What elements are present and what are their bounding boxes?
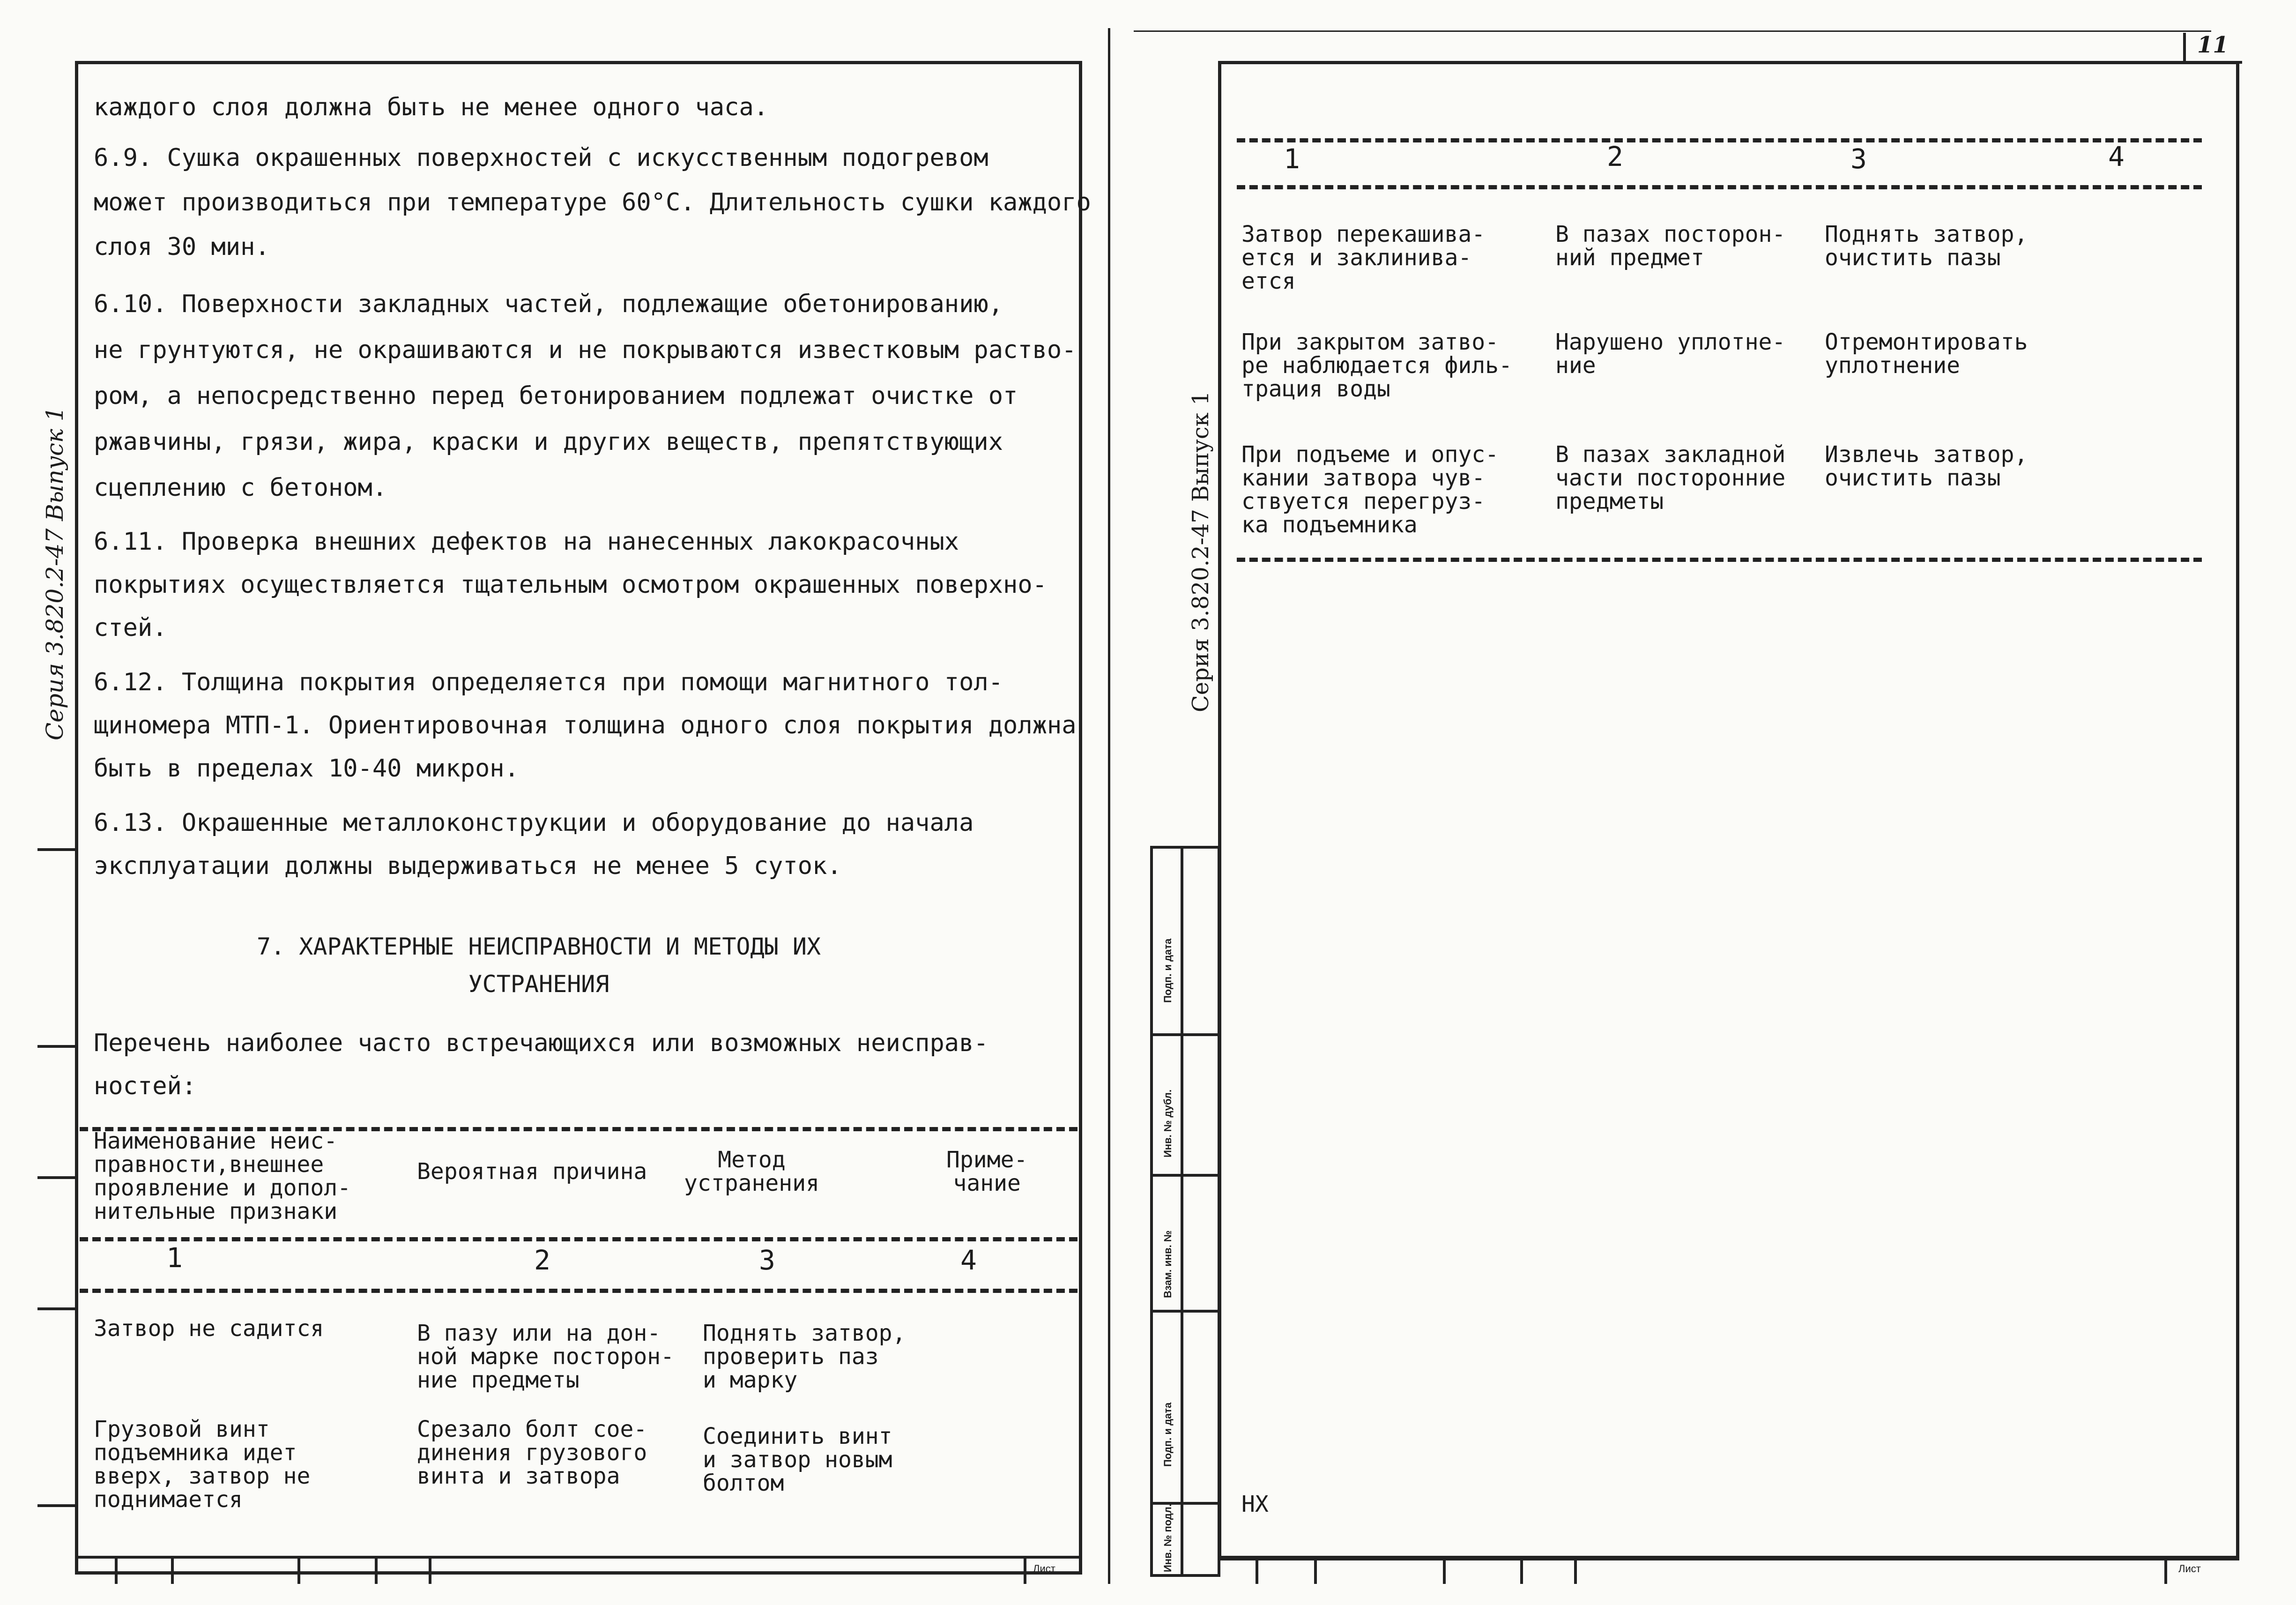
footer-divider — [1520, 1556, 1523, 1584]
paragraph-6-10 — [94, 281, 1077, 511]
text-line: ром, а непосредственно перед бетонированием подлежат очистке от — [94, 382, 1018, 410]
text-line: 6.11. Проверка внешних дефектов на нанесенных лакокрасочных — [94, 528, 959, 556]
table-cell: Затвор не садится — [94, 1315, 324, 1342]
table-cell: При подъеме и опус- кании затвора чув- ствуется перегруз- ка подъемника — [1241, 441, 1499, 538]
text-line: 6.9. Сушка окрашенных поверхностей с искусственным подогревом — [94, 144, 988, 172]
column-number: 3 — [1850, 143, 1867, 175]
text-line: стей. — [94, 614, 167, 642]
page-number: 11 — [2197, 32, 2229, 58]
left-margin-tick — [37, 848, 75, 851]
stamp-label: Подп. и дата — [1162, 1402, 1174, 1467]
left-margin-tick — [37, 1045, 75, 1048]
table-header-cell: Наименование неис- правности,внешнее проявление и допол- нительные признаки — [94, 1128, 351, 1224]
section-heading-line: 7. ХАРАКТЕРНЫЕ НЕИСПРАВНОСТИ И МЕТОДЫ ИХ — [256, 933, 821, 960]
stamp-divider — [1150, 1310, 1220, 1313]
paragraph-6-11 — [94, 520, 1073, 649]
table-cell: Соединить винт и затвор новым болтом — [703, 1423, 892, 1496]
text-line: каждого слоя должна быть не менее одного часа. — [94, 93, 769, 121]
table-cell: Срезало болт сое- динения грузового винта и затвора — [417, 1416, 647, 1489]
footer-divider — [1314, 1556, 1317, 1584]
text-line: Перечень наиболее часто встречающихся или возможных неисправ- — [94, 1029, 988, 1057]
footer-divider — [1443, 1556, 1446, 1584]
column-number: 1 — [166, 1242, 183, 1274]
stamp-divider — [1150, 1033, 1220, 1036]
left-margin-tick — [37, 1504, 75, 1507]
section-heading — [197, 928, 881, 1003]
footer-divider — [1574, 1556, 1577, 1584]
text-line: 6.13. Окрашенные металлоконструкции и оборудование до начала — [94, 809, 974, 837]
table-cell: Затвор перекашива- ется и заклинива- ется — [1241, 221, 1486, 294]
table-rule — [80, 1237, 1077, 1241]
stamp-divider — [1181, 846, 1183, 1577]
text-line: покрытиях осуществляется тщательным осмотром окрашенных поверхно- — [94, 571, 1047, 599]
paragraph-6-9 — [94, 136, 1091, 269]
footer-divider — [1024, 1556, 1026, 1584]
stamp-divider — [1150, 1174, 1220, 1177]
text-line: ностей: — [94, 1072, 197, 1100]
table-cell: В пазах закладной части посторонние предметы — [1555, 441, 1786, 515]
text-line: ржавчины, грязи, жира, краски и других веществ, препятствующих — [94, 428, 1003, 456]
table-header-cell: Приме- чание — [946, 1147, 1028, 1196]
text-line: слоя 30 мин. — [94, 233, 270, 261]
left-margin-tick — [37, 1176, 75, 1179]
paragraph-6-8-tail — [94, 84, 1073, 130]
column-number: 2 — [1607, 141, 1623, 172]
table-rule — [80, 1289, 1077, 1293]
table-cell: Поднять затвор, проверить паз и марку — [703, 1320, 906, 1393]
sheet-label: Лист — [1033, 1563, 1055, 1575]
text-line: быть в пределах 10-40 микрон. — [94, 754, 519, 783]
footer-divider — [115, 1556, 118, 1584]
section-heading-line: УСТРАНЕНИЯ — [468, 970, 609, 998]
footer-divider — [171, 1556, 174, 1584]
footer-divider — [429, 1556, 431, 1584]
stamp-label: Подп. и дата — [1162, 938, 1174, 1003]
paragraph-6-12 — [94, 661, 1077, 790]
table-cell: Поднять затвор, очистить пазы — [1825, 221, 2028, 271]
text-line: эксплуатации должны выдерживаться не менее 5 суток. — [94, 852, 842, 880]
stamp-label: Взам. инв. № — [1162, 1230, 1174, 1298]
column-number: 3 — [759, 1244, 775, 1276]
column-number: 1 — [1284, 143, 1300, 175]
table-cell: Нарушено уплотне- ние — [1555, 329, 1786, 379]
footer-note: НХ — [1241, 1491, 1269, 1517]
text-line: сцеплению с бетоном. — [94, 474, 387, 502]
footer-divider — [2164, 1556, 2167, 1584]
table-header-cell: Вероятная причина — [417, 1158, 647, 1185]
stamp-frame — [1150, 846, 1220, 1577]
footer-divider — [375, 1556, 378, 1584]
text-line: может производиться при температуре 60°С. Длительность сушки каждого — [94, 188, 1091, 216]
right-side-label: Серия 3.820.2-47 Выпуск 1 — [1188, 391, 1214, 712]
text-line: щиномера МТП-1. Ориентировочная толщина одного слоя покрытия должна — [94, 711, 1077, 739]
footer-divider — [297, 1556, 300, 1584]
stamp-label: Инв. № подл. — [1162, 1504, 1174, 1572]
table-cell: В пазах посторон- ний предмет — [1555, 221, 1786, 271]
left-side-label: Серия 3.820.2-47 Выпуск 1 — [41, 406, 68, 740]
top-edge-line — [1134, 30, 2211, 32]
footer-divider — [1256, 1556, 1258, 1584]
sheet-label: Лист — [2178, 1563, 2201, 1575]
table-cell: Отремонтировать уплотнение — [1825, 329, 2028, 379]
section-intro — [94, 1022, 1073, 1108]
text-line: 6.12. Толщина покрытия определяется при помощи магнитного тол- — [94, 668, 1003, 696]
column-number: 4 — [2108, 141, 2125, 172]
right-footer-rule — [1218, 1556, 2239, 1559]
gutter-line — [1108, 28, 1110, 1584]
stamp-divider — [1150, 1502, 1220, 1505]
table-cell: При закрытом затво- ре наблюдается филь- трация воды — [1241, 329, 1512, 402]
table-rule — [1237, 138, 2202, 142]
table-header-cell: Метод устранения — [684, 1147, 819, 1196]
text-line: 6.10. Поверхности закладных частей, подлежащие обетонированию, — [94, 290, 1003, 318]
table-rule — [1237, 185, 2202, 189]
table-cell: Извлечь затвор, очистить пазы — [1825, 441, 2028, 491]
column-number: 2 — [534, 1244, 550, 1276]
column-number: 4 — [960, 1244, 977, 1276]
text-line: не грунтуются, не окрашиваются и не покрываются известковым раство- — [94, 336, 1077, 364]
table-cell: Грузовой винт подъемника идет вверх, затвор не поднимается — [94, 1416, 311, 1513]
left-footer-rule — [75, 1556, 1082, 1559]
left-margin-tick — [37, 1307, 75, 1310]
stamp-label: Инв. № дубл. — [1162, 1089, 1174, 1157]
table-cell: В пазу или на дон- ной марке посторон- ние предметы — [417, 1320, 675, 1393]
table-rule — [1237, 558, 2202, 562]
paragraph-6-13 — [94, 801, 1073, 888]
